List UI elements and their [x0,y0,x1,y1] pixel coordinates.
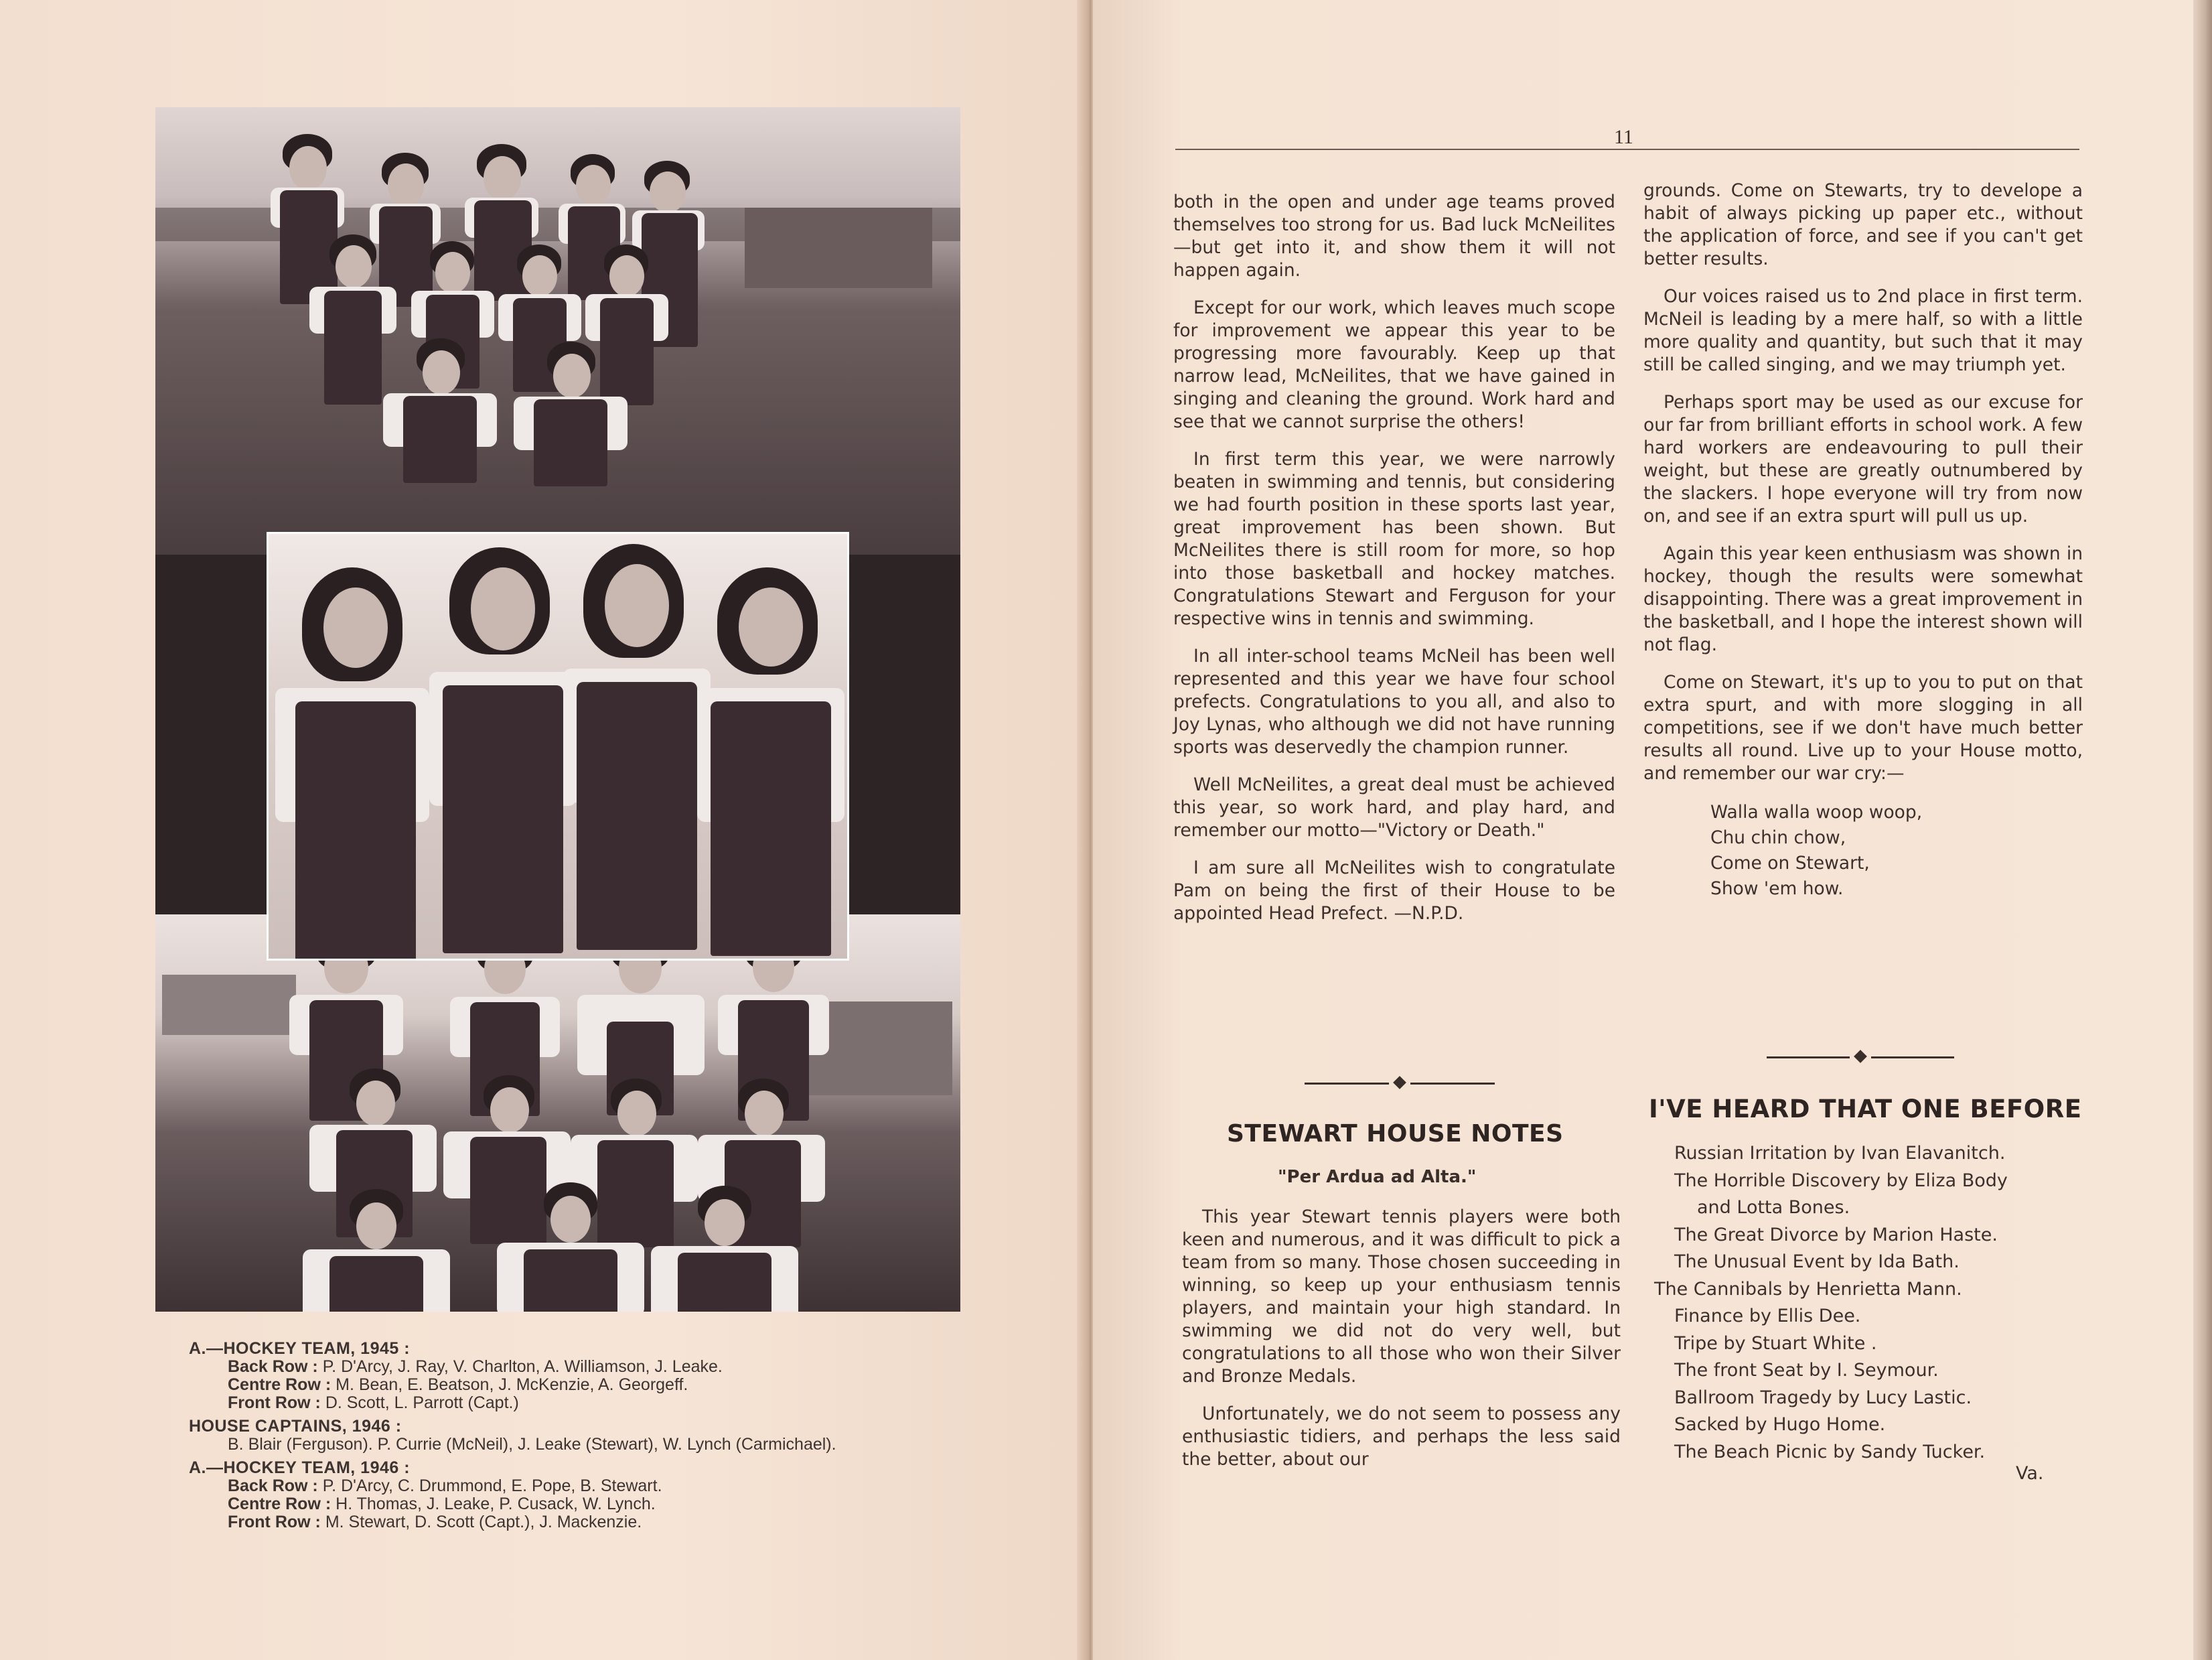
photo-caption [189,1340,1019,1531]
author-signature: Va. [2016,1463,2044,1484]
list-item: Russian Irritation by Ivan Elavanitch. [1674,1143,2006,1164]
stewart-notes [1182,1206,1621,1486]
poem-line: Show 'em how. [1710,878,1844,899]
list-item: The Great Divorce by Marion Haste. [1674,1224,1998,1245]
paragraph: Come on Stewart, it's up to you to put on that extra spurt, and with more slogging in all competitions, see if we don't have much better results all round. Live up to your House motto, and remember our war cry:— [1643,672,2083,784]
list-item: and Lotta Bones. [1697,1197,1850,1218]
caption-line: Centre Row : H. Thomas, J. Leake, P. Cusack, W. Lynch. [228,1495,656,1513]
page-number: 11 [1614,126,1633,148]
stewart-house-motto: "Per Ardua ad Alta." [1278,1167,1477,1187]
paragraph: Well McNeilites, a great deal must be achieved this year, so work hard, and play hard, and remember our motto—"Victory or Death." [1173,774,1615,841]
paragraph: I am sure all McNeilites wish to congratulate Pam on being the first of their House to be appointed Head Prefect. —N.P.D. [1173,857,1615,924]
poem-line: Come on Stewart, [1710,853,1870,874]
list-item: The Horrible Discovery by Eliza Body [1674,1170,2008,1191]
paragraph: In first term this year, we were narrowly beaten in swimming and tennis, but considering we had fourth position in these sports last year, great improvement has been shown. But McNeilites there is still room for more, so hop into those basketball and hockey matches. Congratulations Stewart and Ferguson for your respective wins in tennis and swimming. [1173,449,1615,629]
paragraph: Unfortunately, we do not seem to possess any enthusiastic tidiers, and perhaps the less said the better, about our [1182,1403,1621,1470]
list-item: Tripe by Stuart White . [1674,1332,1877,1354]
paragraph: This year Stewart tennis players were both keen and numerous, and it was difficult to pick a team from so many. Those chosen succeeding in winning, so keep up your enthusiasm tennis players, and maintain your high standard. In swimming we did not do very well, but congratulations to all those who won their Silver and Bronze Medals. [1182,1206,1621,1387]
list-item: The Unusual Event by Ida Bath. [1674,1251,1960,1272]
caption-line: Back Row : P. D'Arcy, J. Ray, V. Charlton, A. Williamson, J. Leake. [228,1357,723,1376]
caption-line: Front Row : D. Scott, L. Parrott (Capt.) [228,1393,519,1412]
heard-that-one-title: I'VE HEARD THAT ONE BEFORE [1649,1095,2082,1123]
list-item: Ballroom Tragedy by Lucy Lastic. [1674,1387,1972,1408]
header-rule [1175,149,2079,150]
left-column [1173,191,1615,940]
paragraph: In all inter-school teams McNeil has been well represented and this year we have four school prefects. Congratulations to you all, and also to Joy Lynas, who although we did not have running sports was deservedly the champion runner. [1173,646,1615,758]
ornament-divider [1767,1050,1954,1064]
war-cry-poem [1710,800,2083,902]
stewart-house-title: STEWART HOUSE NOTES [1227,1120,1564,1148]
caption-line: Back Row : P. D'Arcy, C. Drummond, E. Pope, B. Stewart. [228,1476,662,1495]
paragraph: Our voices raised us to 2nd place in first term. McNeil is leading by a mere half, so with a little more quality and quantity, but such that it may still be called singing, and we may triumph yet. [1643,286,2083,375]
caption-heading-house-captains: HOUSE CAPTAINS, 1946 : [189,1417,402,1436]
paragraph: Perhaps sport may be used as our excuse for our far from brilliant efforts in school work. A few hard workers are endeavouring to pull their weight, but these are greatly outnumbered by the slackers. I hope everyone will try from now on, and see if an extra spurt will pull us up. [1643,392,2083,527]
list-item: The Cannibals by Henrietta Mann. [1654,1278,1962,1300]
hockey-team-1945-photo [155,107,960,555]
hockey-team-1946-photo [155,914,960,1312]
list-item: The Beach Picnic by Sandy Tucker. [1674,1441,1986,1462]
poem-line: Chu chin chow, [1710,827,1846,848]
paragraph: Except for our work, which leaves much scope for improvement we appear this year to be progressing more favourably. Keep up that narrow lead, McNeilites, that we have gained in singing and cleaning the ground. Work hard and see that we cannot surprise the others! [1173,297,1615,432]
list-item: Finance by Ellis Dee. [1674,1306,1861,1326]
poem-line: Walla walla woop woop, [1710,802,1923,823]
ornament-divider [1305,1077,1495,1090]
caption-line: B. Blair (Ferguson). P. Currie (McNeil), J. Leake (Stewart), W. Lynch (Carmichael). [228,1435,836,1454]
caption-heading-hockey-1946: A.—HOCKEY TEAM, 1946 : [189,1458,411,1477]
list-item: The front Seat by I. Seymour. [1674,1360,1939,1381]
caption-line: Centre Row : M. Bean, E. Beatson, J. McKenzie, A. Georgeff. [228,1375,688,1394]
heard-that-one-list [1654,1140,2096,1466]
house-captains-photo [267,532,849,961]
paragraph: both in the open and under age teams proved themselves too strong for us. Bad luck McNeilites—but get into it, and show them it will not happen again. [1173,192,1615,281]
caption-heading-hockey-1945: A.—HOCKEY TEAM, 1945 : [189,1339,411,1358]
left-page [0,0,1086,1660]
list-item: Sacked by Hugo Home. [1674,1414,1886,1435]
caption-line: Front Row : M. Stewart, D. Scott (Capt.), J. Mackenzie. [228,1513,642,1531]
page-edge [2193,0,2212,1660]
photo-plate [155,107,960,1312]
paragraph: Again this year keen enthusiasm was shown in hockey, though the results were somewhat disappointing. There was a great improvement in the basketball, and I hope the interest shown will not flag. [1643,543,2083,655]
right-column [1643,180,2083,902]
paragraph: grounds. Come on Stewarts, try to develope a habit of always picking up paper etc., without the application of force, and see if you can't get better results. [1643,180,2083,269]
